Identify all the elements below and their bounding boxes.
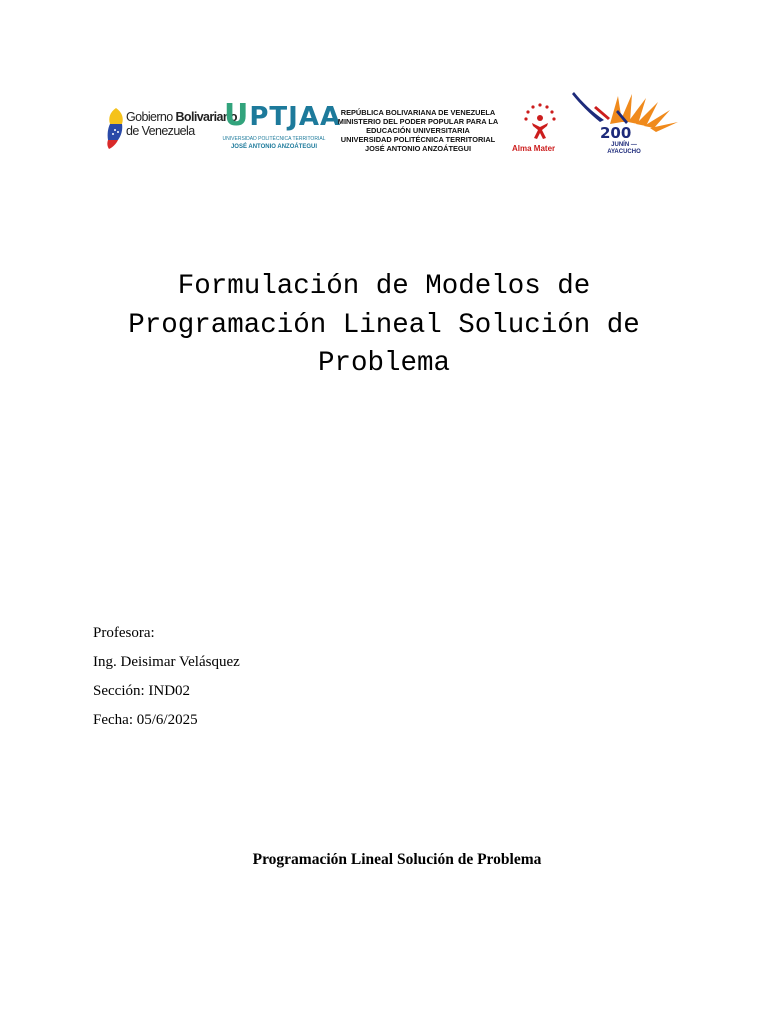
bicentenary-number: 200 <box>600 124 632 142</box>
uptjaa-mark <box>224 98 341 133</box>
logo-banner <box>106 88 682 160</box>
institution-line-1: REPÚBLICA BOLIVARIANA DE VENEZUELA <box>340 108 496 117</box>
uptjaa-logo <box>218 94 342 156</box>
profesora-name: Ing. Deisimar Velásquez <box>93 654 240 670</box>
institution-header <box>328 108 508 153</box>
seccion-text: Sección: IND02 <box>93 683 191 699</box>
document-title <box>60 268 708 384</box>
bicentenary-sub1: JUNÍN — <box>611 142 637 148</box>
uptjaa-subtitle-2: JOSÉ ANTONIO ANZOÁTEGUI <box>230 144 318 150</box>
institution-line-3: EDUCACIÓN UNIVERSITARIA <box>366 126 470 135</box>
institution-line-5: JOSÉ ANTONIO ANZOÁTEGUI <box>364 144 472 153</box>
alma-mater-figure-icon <box>520 102 560 142</box>
institution-line-4: UNIVERSIDAD POLITÉCNICA TERRITORIAL <box>340 135 496 144</box>
uptjaa-mark-text: PTJAA <box>249 102 342 132</box>
gobierno-line1-b: Bolivariano <box>175 110 237 124</box>
document-title-line-3: Problema <box>317 348 451 379</box>
bicentenary-sub2: AYACUCHO <box>607 149 641 155</box>
alma-mater-label: Alma Mater <box>512 144 556 153</box>
institution-line-2: MINISTERIO DEL PODER POPULAR PARA LA <box>337 117 499 126</box>
section-heading: Programación Lineal Solución de Problema <box>252 851 542 868</box>
gobierno-line2: de Venezuela <box>126 124 195 138</box>
bicentenary-subtitle <box>592 142 656 156</box>
alma-mater-logo <box>510 102 568 158</box>
fecha-text: Fecha: 05/6/2025 <box>93 712 198 728</box>
document-title-line-2: Programación Lineal Solución de <box>128 309 640 341</box>
uptjaa-subtitle-1: UNIVERSIDAD POLITÉCNICA TERRITORIAL <box>222 136 326 142</box>
profesora-label: Profesora: <box>93 625 155 641</box>
document-title-line-1: Formulación de Modelos de <box>177 271 591 302</box>
gobierno-bolivariano-logo <box>106 98 237 154</box>
uptjaa-mark-initial: U <box>224 98 250 133</box>
venezuela-flag-icon <box>106 106 128 150</box>
gobierno-line1-a: Gobierno <box>126 110 176 124</box>
bicentenary-logo <box>570 88 682 160</box>
document-info <box>93 619 240 735</box>
